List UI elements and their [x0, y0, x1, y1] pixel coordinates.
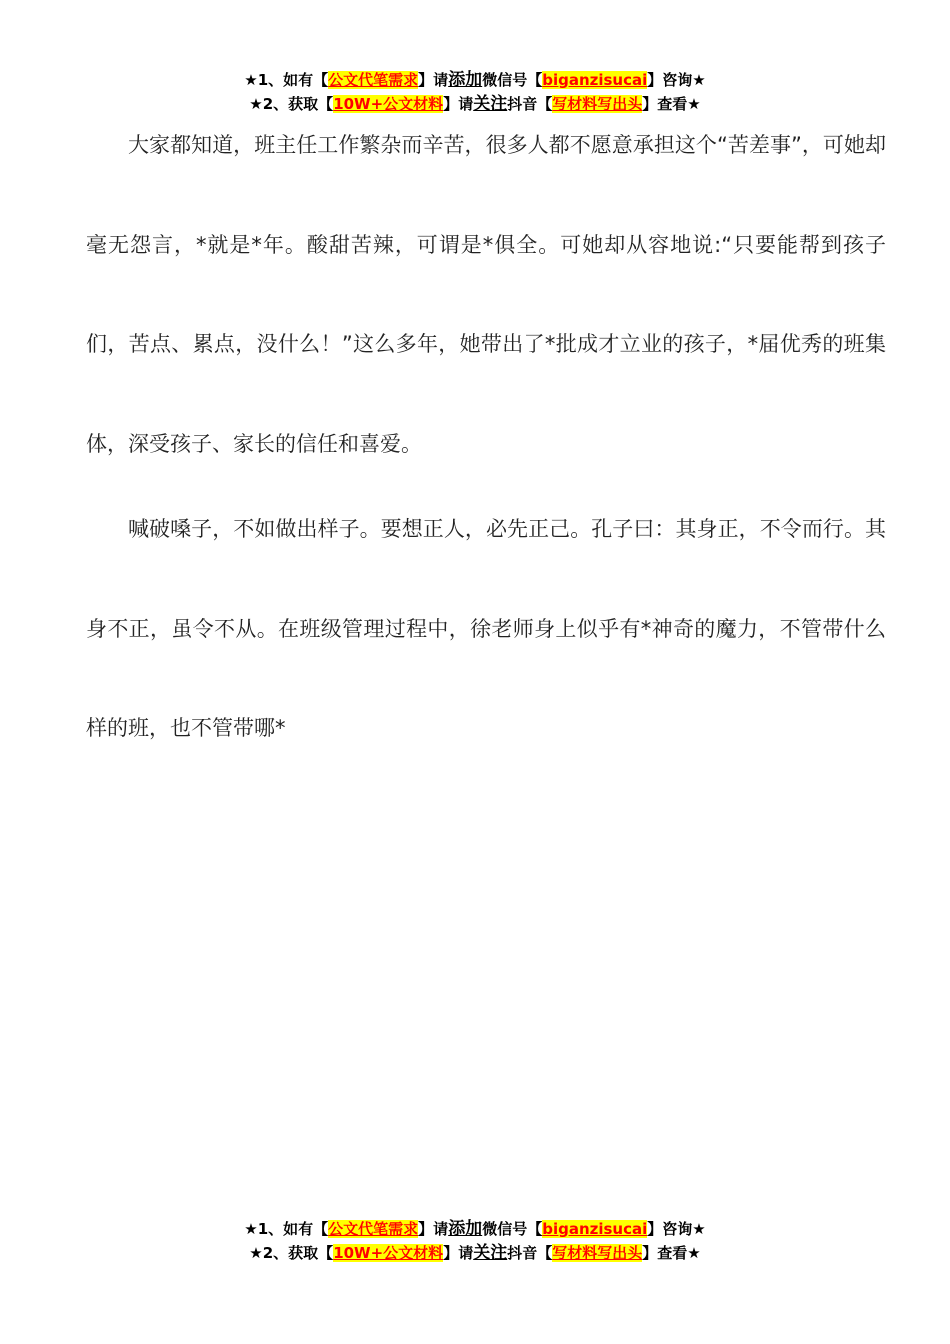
promo-highlight: 公文代笔需求: [328, 1220, 419, 1238]
promo-text: ★1、如有【: [244, 1220, 329, 1238]
promo-text: 】查看★: [642, 95, 701, 113]
douyin-id-highlight: 写材料写出头: [552, 1244, 643, 1262]
promo-emphasis: 关注: [473, 1243, 508, 1263]
promo-highlight: 10W+公文材料: [333, 95, 444, 113]
promo-text: 】咨询★: [647, 1220, 706, 1238]
promo-text: 微信号【: [482, 71, 543, 89]
promo-line-1: [0, 1217, 950, 1241]
document-body: [86, 123, 886, 779]
promo-text: 】查看★: [642, 1244, 701, 1262]
promo-text: 抖音【: [507, 1244, 553, 1262]
promo-text: 】请: [418, 1220, 449, 1238]
promo-emphasis: 关注: [473, 94, 508, 114]
body-paragraph-2: 喊破嗓子，不如做出样子。要想正人，必先正己。孔子曰：其身正，不令而行。其身不正，虽令不从。在班级管理过程中，徐老师身上似乎有*神奇的魔力，不管带什么样的班，也不管带哪*: [86, 517, 886, 740]
body-paragraph-1: 大家都知道，班主任工作繁杂而辛苦，很多人都不愿意承担这个“苦差事”，可她却毫无怨言，*就是*年。酸甜苦辣，可谓是*俱全。可她却从容地说:“只要能帮到孩子们，苦点、累点，没什么！”这么多年，她带出了*批成才立业的孩子，*届优秀的班集体，深受孩子、家长的信任和喜爱。: [86, 133, 886, 456]
promo-text: ★1、如有【: [244, 71, 329, 89]
promo-text: 】请: [443, 1244, 474, 1262]
promo-highlight: 10W+公文材料: [333, 1244, 444, 1262]
promo-text: 】请: [418, 71, 449, 89]
promo-text: 微信号【: [482, 1220, 543, 1238]
promo-line-2: [0, 1241, 950, 1265]
promo-text: 抖音【: [507, 95, 553, 113]
promo-highlight: 公文代笔需求: [328, 71, 419, 89]
promo-text: ★2、获取【: [249, 1244, 334, 1262]
promo-line-1: [0, 68, 950, 92]
footer-promo-banner: [0, 1217, 950, 1265]
promo-text: 】咨询★: [647, 71, 706, 89]
promo-text: ★2、获取【: [249, 95, 334, 113]
promo-text: 】请: [443, 95, 474, 113]
douyin-id-highlight: 写材料写出头: [552, 95, 643, 113]
wechat-id-highlight: biganzisucai: [542, 1220, 648, 1238]
promo-emphasis: 添加: [448, 1219, 483, 1239]
wechat-id-highlight: biganzisucai: [542, 71, 648, 89]
promo-emphasis: 添加: [448, 70, 483, 90]
